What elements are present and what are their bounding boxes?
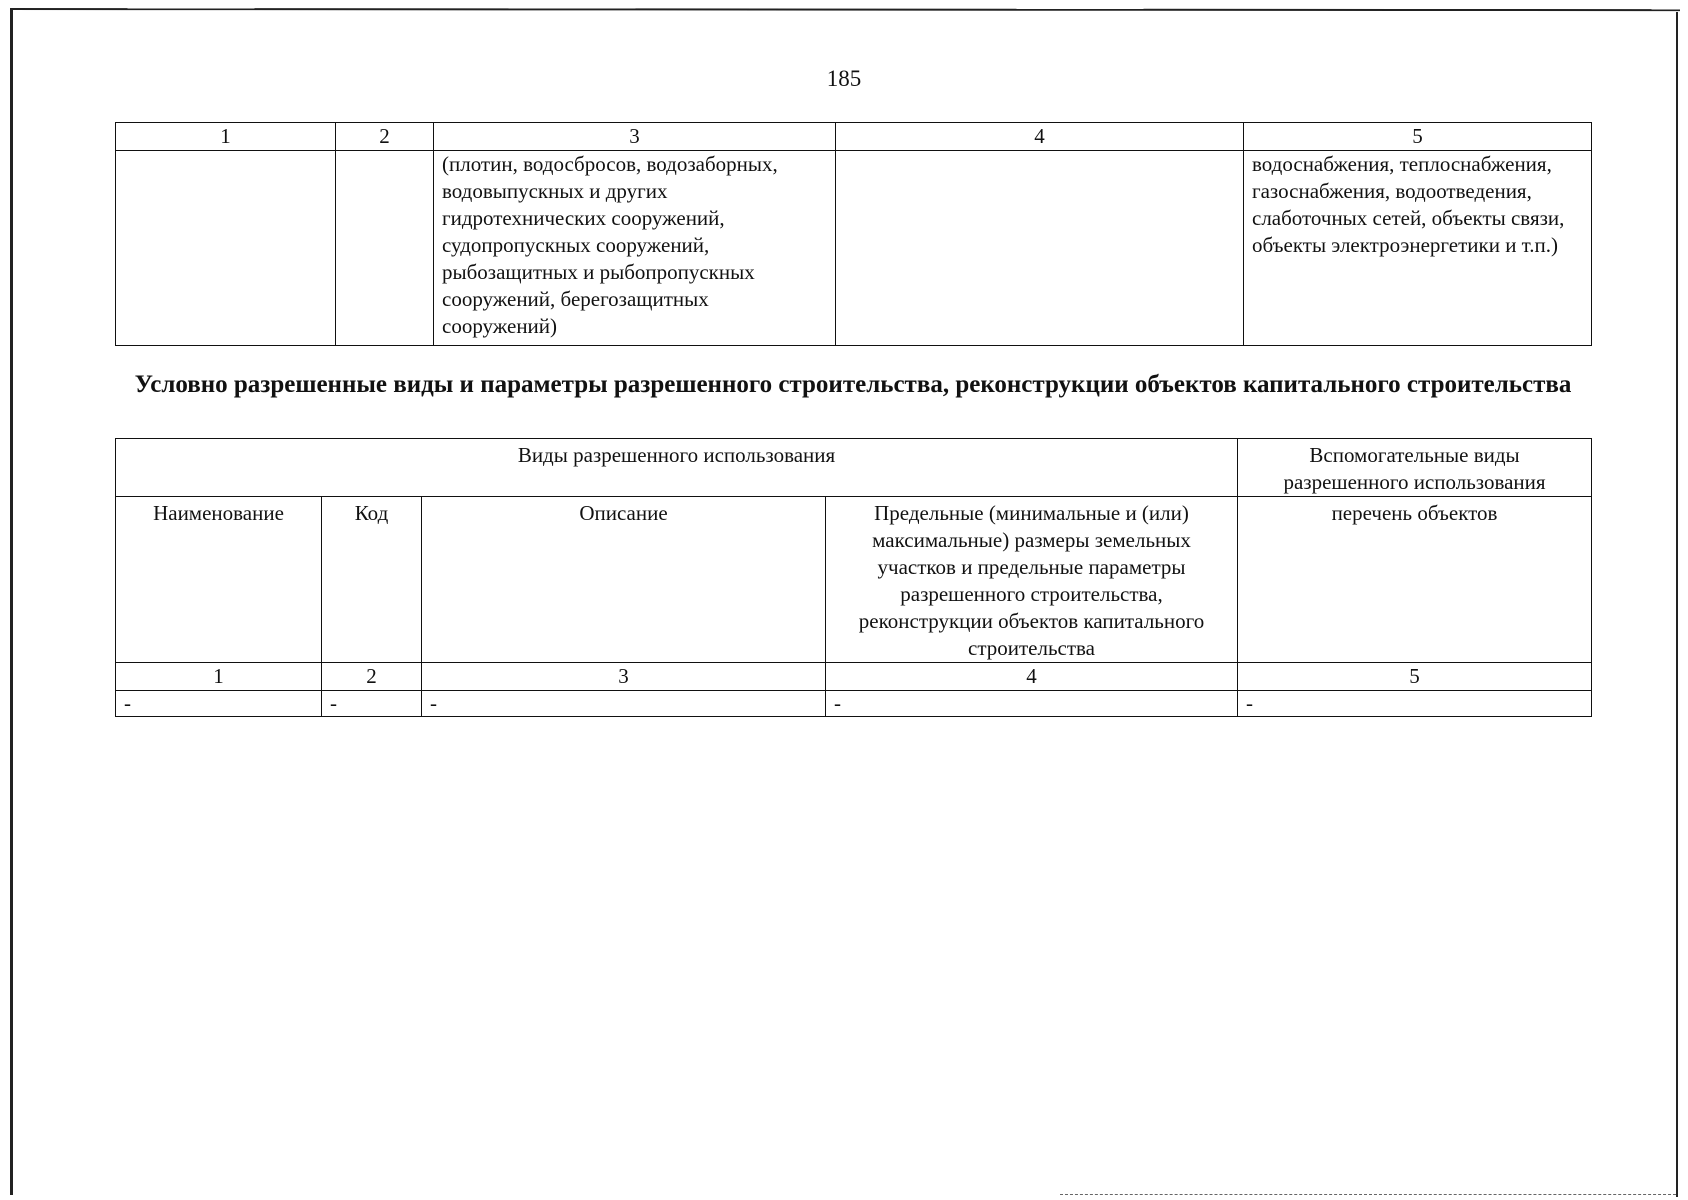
page-number: 185 — [826, 66, 862, 91]
column-header-row — [116, 497, 1592, 663]
cell-name — [116, 151, 336, 346]
table-row — [116, 151, 1592, 346]
cell-code — [336, 151, 434, 346]
cell-objects: - — [1238, 691, 1592, 717]
cell-objects: водоснабжения, теплоснабжения, газоснабжения, водоотведения, слаботочных сетей, объекты связи, объекты электроэнергетики и т.п.) — [1244, 151, 1592, 346]
column-number-row — [116, 663, 1592, 691]
section-heading: Условно разрешенные виды и параметры разрешенного строительства, реконструкции объектов капитального строительства — [134, 371, 1572, 398]
cell-description: (плотин, водосбросов, водозаборных, водовыпускных и других гидротехнических сооружений, судопропускных сооружений, рыбозащитных и рыбопропускных сооружений, берегозащитных сооружений) — [434, 151, 836, 346]
header-description: Описание — [422, 497, 826, 663]
column-number: 1 — [116, 663, 322, 691]
continuation-table — [115, 122, 1592, 346]
cell-limits: - — [826, 691, 1238, 717]
column-number: 4 — [826, 663, 1238, 691]
column-number: 5 — [1244, 123, 1592, 151]
column-number: 4 — [836, 123, 1244, 151]
column-number: 2 — [322, 663, 422, 691]
group-header-row — [116, 439, 1592, 497]
page-border-right — [1676, 12, 1678, 1197]
cell-name: - — [116, 691, 322, 717]
column-number: 5 — [1238, 663, 1592, 691]
cell-code: - — [322, 691, 422, 717]
conditional-uses-table — [115, 438, 1592, 717]
group-header-aux: Вспомогательные виды разрешенного использования — [1238, 439, 1592, 497]
page-border-left — [10, 10, 13, 1195]
column-number: 1 — [116, 123, 336, 151]
cell-description: - — [422, 691, 826, 717]
page-border-top — [10, 8, 1680, 11]
column-number: 3 — [422, 663, 826, 691]
column-number: 2 — [336, 123, 434, 151]
header-code: Код — [322, 497, 422, 663]
column-number: 3 — [434, 123, 836, 151]
column-number-row — [116, 123, 1592, 151]
page-border-bottom — [1060, 1194, 1676, 1195]
header-limits: Предельные (минимальные и (или) максимальные) размеры земельных участков и предельные параметры разрешенного строительства, реконструкции объектов капитального строительства — [826, 497, 1238, 663]
table-row — [116, 691, 1592, 717]
cell-limits — [836, 151, 1244, 346]
group-header-main: Виды разрешенного использования — [116, 439, 1238, 497]
header-name: Наименование — [116, 497, 322, 663]
header-objects: перечень объектов — [1238, 497, 1592, 663]
